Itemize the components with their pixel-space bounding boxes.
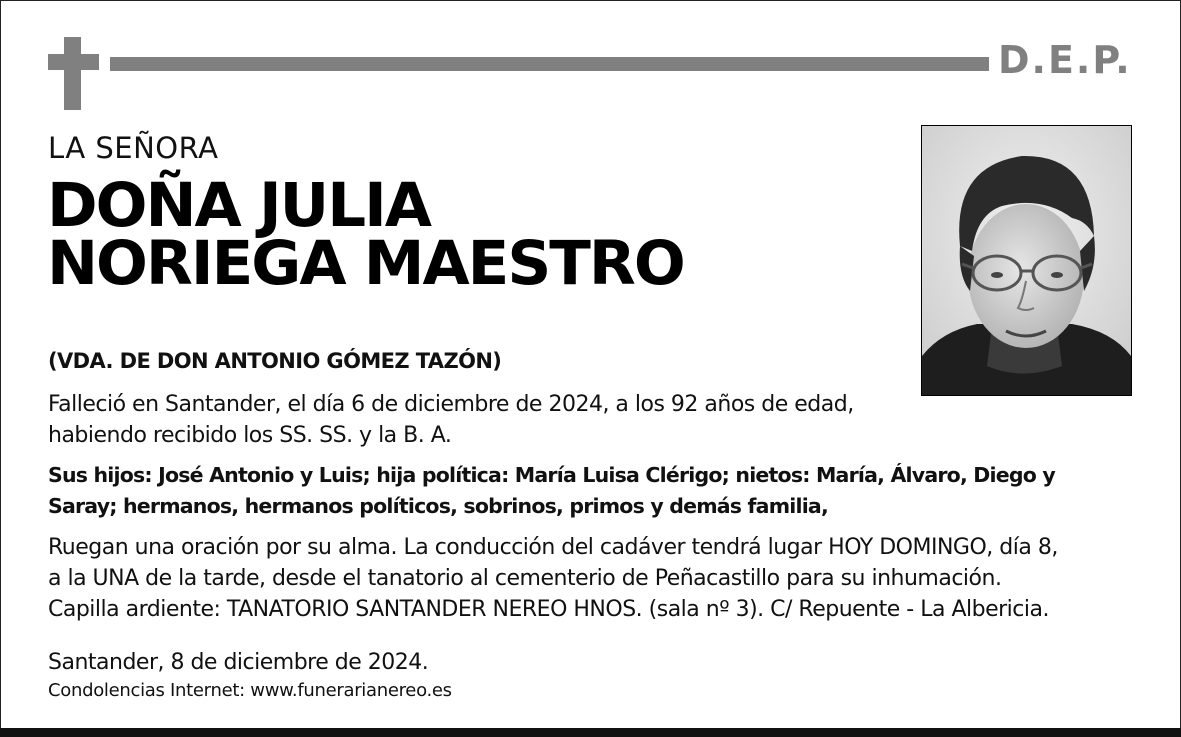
prayer-line-1: Ruegan una oración por su alma. La conducción del cadáver tendrá lugar HOY DOMINGO, día 8,	[48, 535, 1058, 560]
place-date: Santander, 8 de diciembre de 2024.	[48, 650, 429, 675]
prayer-line-3: Capilla ardiente: TANATORIO SANTANDER NEREO HNOS. (sala nº 3). C/ Repuente - La Albericia.	[48, 597, 1049, 622]
cross-horizontal-bar	[48, 54, 99, 70]
header-rule	[110, 57, 989, 71]
portrait-illustration	[922, 126, 1131, 395]
name-line-2: NORIEGA MAESTRO	[47, 228, 684, 299]
death-line-1: Falleció en Santander, el día 6 de diciembre de 2024, a los 92 años de edad,	[48, 392, 854, 417]
dep-label: D.E.P.	[998, 38, 1132, 82]
death-notice	[48, 389, 854, 451]
family-list	[48, 460, 1055, 522]
prayer-line-2: a la UNA de la tarde, desde el tanatorio al cementerio de Peñacastillo para su inhumación.	[48, 566, 1002, 591]
death-line-2: habiendo recibido los SS. SS. y la B. A.	[48, 423, 452, 448]
bottom-bar	[0, 728, 1181, 737]
cross-vertical-bar	[64, 37, 81, 110]
name-line-1: DOÑA JULIA	[47, 170, 430, 241]
family-line-2: Saray; hermanos, hermanos políticos, sobrinos, primos y demás familia,	[48, 494, 828, 518]
title-prefix: LA SEÑORA	[48, 131, 219, 165]
prayer-notice	[48, 532, 1058, 625]
widow-of: (VDA. DE DON ANTONIO GÓMEZ TAZÓN)	[48, 349, 502, 373]
portrait-photo	[921, 125, 1132, 396]
deceased-name	[47, 170, 684, 299]
condolences-link: Condolencias Internet: www.funerarianereo.es	[48, 680, 452, 701]
family-line-1: Sus hijos: José Antonio y Luis; hija política: María Luisa Clérigo; nietos: María, Álvaro, Diego y	[48, 463, 1055, 487]
